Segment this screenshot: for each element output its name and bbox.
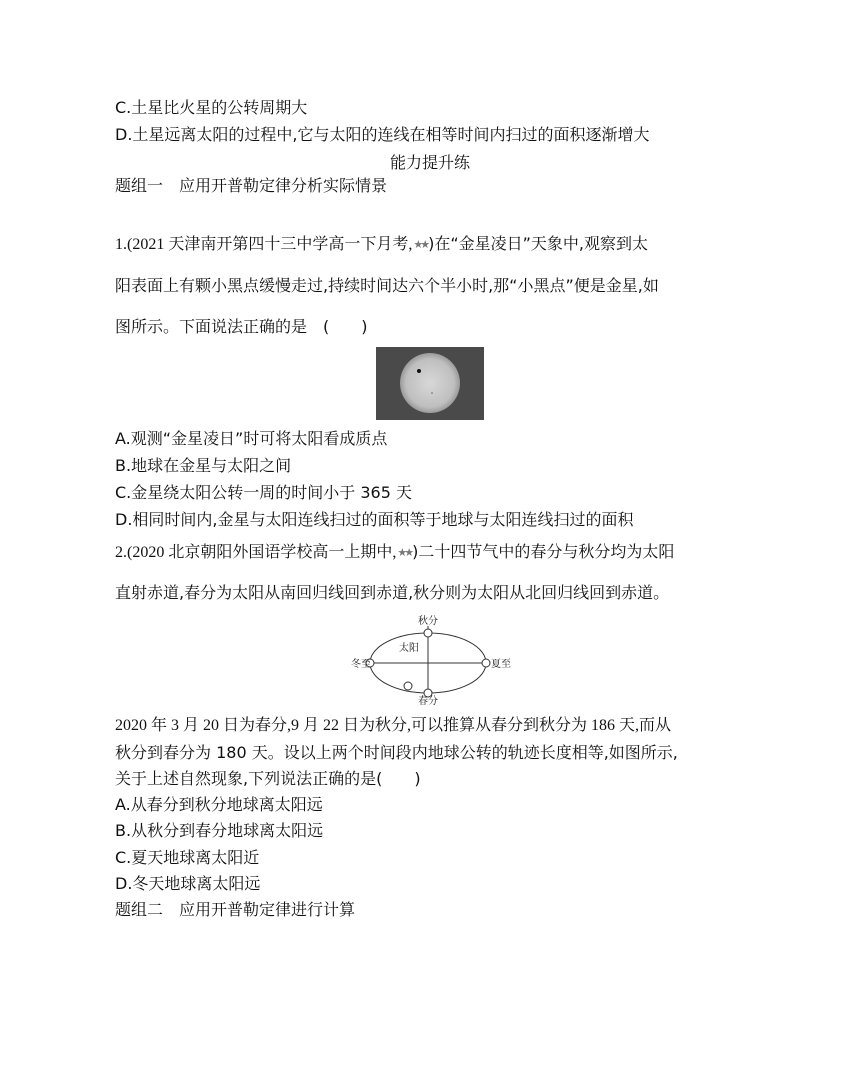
q1-line3: 图所示。下面说法正确的是 ( ) xyxy=(115,317,368,336)
earth-autumn-icon xyxy=(424,629,432,637)
q1-stem-start: )在“金星凌日”天象中,观察到太 xyxy=(428,234,648,253)
q2-line3: 2020 年 3 月 20 日为春分,9 月 22 日为秋分,可以推算从春分到秋分为 186 天,而从 xyxy=(115,717,672,734)
q1-line1 xyxy=(115,233,648,256)
group1-title: 题组一 应用开普勒定律分析实际情景 xyxy=(115,178,388,195)
q2-option-a: A.从春分到秋分地球离太阳远 xyxy=(115,795,323,814)
q1-option-a: A.观测“金星凌日”时可将太阳看成质点 xyxy=(115,429,388,448)
q1-source-text: 1.(2021 天津南开第四十三中学高一下月考, xyxy=(115,236,413,253)
sun-icon xyxy=(404,682,412,690)
q2-source-text: 2.(2020 北京朝阳外国语学校高一上期中, xyxy=(115,544,397,561)
q2-option-c: C.夏天地球离太阳近 xyxy=(115,848,260,867)
q2-option-d: D.冬天地球离太阳远 xyxy=(115,874,261,893)
q2-stem-start: )二十四节气中的春分与秋分均为太阳 xyxy=(412,542,675,561)
q1-option-d: D.相同时间内,金星与太阳连线扫过的面积等于地球与太阳连线扫过的面积 xyxy=(115,510,634,529)
earth-summer-icon xyxy=(482,659,490,667)
q2-option-b: B.从秋分到春分地球离太阳远 xyxy=(115,821,324,840)
sun-disc-icon xyxy=(400,353,460,413)
prev-option-c: C.土星比火星的公转周期大 xyxy=(115,98,308,117)
venus-dot-icon xyxy=(417,369,421,373)
q2-line2: 直射赤道,春分为太阳从南回归线回到赤道,秋分则为太阳从北回归线回到赤道。 xyxy=(115,583,670,602)
difficulty-stars-icon: ★★ xyxy=(413,238,428,251)
label-spring: 春分 xyxy=(418,696,438,707)
venus-transit-image xyxy=(376,347,484,420)
prev-option-d: D.土星远离太阳的过程中,它与太阳的连线在相等时间内扫过的面积逐渐增大 xyxy=(115,125,650,144)
q1-line2: 阳表面上有颗小黑点缓慢走过,持续时间达六个半小时,那“小黑点”便是金星,如 xyxy=(115,276,659,295)
label-sun: 太阳 xyxy=(399,643,419,654)
q1-option-c: C.金星绕太阳公转一周的时间小于 365 天 xyxy=(115,483,412,502)
q2-line5: 关于上述自然现象,下列说法正确的是( ) xyxy=(115,769,421,788)
q1-option-b: B.地球在金星与太阳之间 xyxy=(115,456,292,475)
group2-title: 题组二 应用开普勒定律进行计算 xyxy=(115,902,356,919)
q2-line1 xyxy=(115,541,674,564)
q2-line4: 秋分到春分为 180 天。设以上两个时间段内地球公转的轨迹长度相等,如图所示, xyxy=(115,743,678,762)
difficulty-stars-icon: ★★ xyxy=(397,546,412,559)
section-title: 能力提升练 xyxy=(389,153,470,172)
label-autumn: 秋分 xyxy=(418,616,438,627)
label-winter: 冬至 xyxy=(351,659,371,670)
label-summer: 夏至 xyxy=(491,659,511,670)
orbit-diagram xyxy=(351,612,511,707)
